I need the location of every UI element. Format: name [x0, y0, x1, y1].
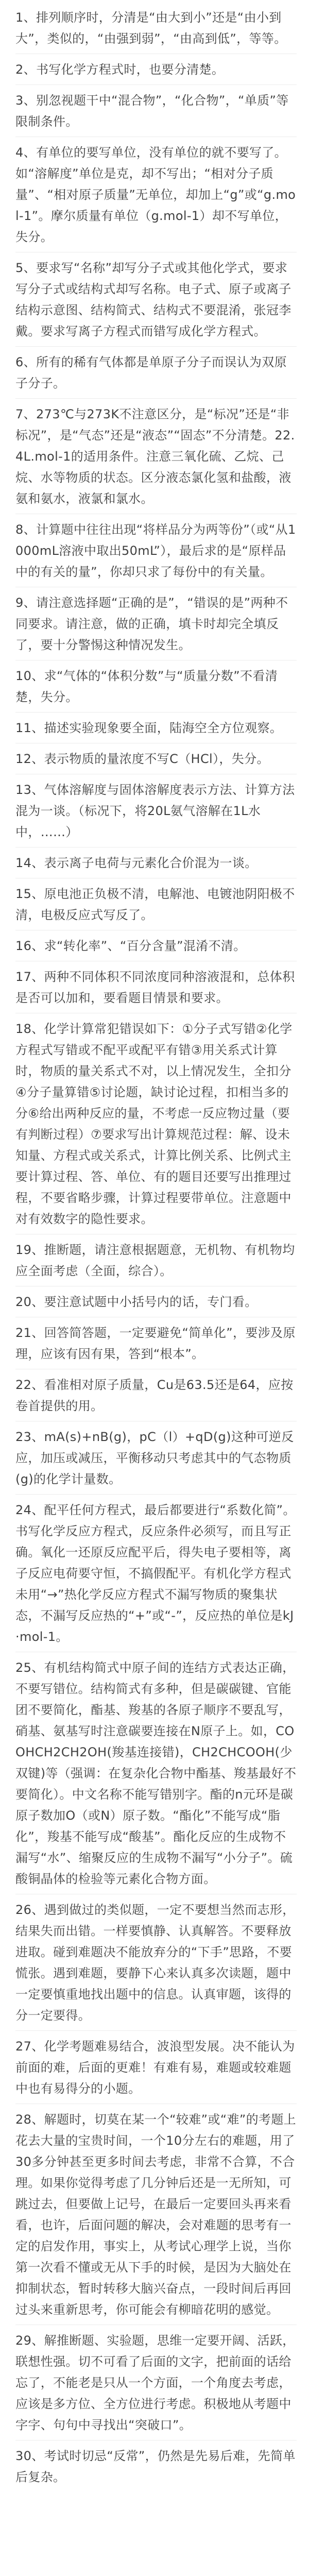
list-item — [15, 884, 297, 926]
item-text: 26、遇到做过的类似题，一定不要想当然而志形，结果失而出错。一样要慎静、认真解答。不要释放进取。碰到难题决不能放弃分的“下手”思路，不要慌张。遇到难题，要静下心来认真多次读题，题中一定要慎重地找出题中的信息。认真审题，该得的分一定要得。 — [15, 1903, 295, 2023]
list-item — [15, 853, 297, 874]
list-item — [15, 749, 297, 770]
list-item — [15, 666, 297, 708]
item-text: 2、书写化学方程式时，也要分清楚。 — [15, 62, 225, 77]
list-item — [15, 142, 297, 248]
divider — [15, 84, 297, 85]
list-item — [15, 718, 297, 739]
item-text: 7、273℃与273K不注意区分，是“标况”还是“非标况”，是“气态”还是“液态”“固态”不分清楚。22.4L.mol-1的适用条件。注意三氧化硫、乙烷、己烷、水等物质的状态。区分液态氯化氢和盐酸，液氨和氨水，液氯和氯水。 — [15, 407, 295, 506]
item-text: 14、表示离子电荷与元素化合价混为一谈。 — [15, 856, 258, 870]
list-item — [15, 779, 297, 843]
item-text: 25、有机结构简式中原子间的连结方式表达正确，不要写错位。结构简式有多种，但是碳碳键、官能团不要简化，酯基、羧基的各原子顺序不要乱写，硝基、氨基写时注意碳要连接在N原子上。如，COOHCH2CH2OH(羧基连接错)，CH2CHCOOH(少双键)等（强调：在复杂化合物中酯基、羧基最好不要简化）。中文名称不能写错别字。酯的n元环是碳原子数加O（或N）原子数。“酯化”不能写成“脂化”，羧基不能写成“酸基”。酯化反应的生成物不漏写“水”、缩聚反应的生成物不漏写“小分子”。硫酸铜晶体的检验等元素化合物方面。 — [15, 1660, 297, 1886]
item-text: 5、要求写“名称”却写分子式或其他化学式，要求写分子式或结构式却写名称。电子式、原子或离子结构示意图、结构简式、结构式不要混淆，张冠李戴。要求写离子方程式而错写成化学方程式。 — [15, 261, 291, 338]
divider — [15, 1494, 297, 1495]
item-text: 23、mA(s)+nB(g)，pC（l）+qD(g)这种可逆反应，加压或减压，平衡移动只考虑其中的气态物质(g)的化学计量数。 — [15, 1430, 294, 1486]
item-text: 6、所有的稀有气体都是单原子分子而误认为双原子分子。 — [15, 355, 287, 391]
item-text: 9、请注意选择题“正确的是”，“错误的是”两种不同要求。请注意，做的正确，填卡时却完全填反了，要十分警惕这种情况发生。 — [15, 596, 288, 652]
item-text: 15、原电池正负极不清，电解池、电镀池阴阳极不清，电极反应式写反了。 — [15, 887, 295, 922]
list-item — [15, 1900, 297, 2026]
list-item — [15, 592, 297, 656]
list-item — [15, 519, 297, 583]
item-text: 29、解推断题、实验题，思维一定要开阔、活跃，联想性强。切不可看了后面的文字，把前面的话给忘了，不能老是只从一个方面，一个角度去考虑，应该是多方位、全方位进行考虑。积极地从考题中字字、句句中寻找出“突破口”。 — [15, 2333, 295, 2432]
list-item — [15, 90, 297, 132]
item-text: 3、别忽视题干中“混合物”，“化合物”，“单质”等限制条件。 — [15, 93, 289, 129]
item-text: 28、解题时，切莫在某一个“较难”或“难”的考题上花去大量的宝贵时间，一个10分左右的难题，用了30多分钟甚至更多时间去考虑，非常不合算，不合理。如果你觉得考虑了几分钟后还是一无所知，可跳过去，但要做上记号，在最后一定要回头再来看看，也许，后面问题的解决，会对难题的思考有一定的启发作用，事实上，从考试心理学上说，当你第一次看不懂或无从下手的时候，是因为大脑处在抑制状态，暂时转移大脑兴奋点，一段时间后再回过头来重新思考，你可能会有柳暗花明的感觉。 — [15, 2112, 297, 2317]
list-item — [15, 1657, 297, 1890]
item-text: 11、描述实验现象要全面，陆海空全方位观察。 — [15, 721, 283, 735]
list-item — [15, 1375, 297, 1417]
item-text: 8、计算题中往往出现“将样品分为两等份”（或“从1000mL溶液中取出50mL”），最后求的是“原样品中的有关的量”，你却只求了每份中的有关量。 — [15, 522, 296, 579]
item-text: 18、化学计算常犯错误如下：①分子式写错②化学方程式写错或不配平或配平有错③用关系式计算时，物质的量关系式不对，以上情况发生，全扣分④分子量算错⑤讨论题，缺讨论过程，扣相当多的分⑥给出两种反应的量，不考虑一反应物过量（要有判断过程）⑦要求写出计算规范过程：解、设未知量、方程式或关系式，计算比例关系、比例式主要计算过程、答、单位、有的题目还要写出推理过程，不要省略步骤，计算过程要带单位。注意题中对有效数字的隐性要求。 — [15, 1022, 293, 1226]
list-item — [15, 1240, 297, 1282]
item-text: 10、求“气体的“体积分数”与“质量分数”不看清楚，失分。 — [15, 669, 278, 704]
list-item — [15, 1292, 297, 1313]
list-item — [15, 2330, 297, 2436]
list-item — [15, 2036, 297, 2099]
list-item — [15, 59, 297, 80]
item-text: 17、两种不同体积不同浓度同种溶液混和，总体积是否可以加和，要看题目情景和要求。 — [15, 970, 295, 1005]
list-item — [15, 1500, 297, 1648]
divider — [15, 847, 297, 848]
list-item — [15, 1323, 297, 1365]
list-item — [15, 2446, 297, 2488]
list-item — [15, 2109, 297, 2320]
divider — [15, 2030, 297, 2031]
list-item — [15, 404, 297, 510]
list-item — [15, 258, 297, 342]
item-text: 27、化学考题难易结合，波浪型发展。决不能认为前面的难，后面的更难！有难有易，难题或较难题中也有易得分的小题。 — [15, 2039, 295, 2096]
item-text: 22、看准相对原子质量，Cu是63.5还是64，应按卷首提供的用。 — [15, 1378, 294, 1413]
item-text: 24、配平任何方程式，最后都要进行“系数化简”。书写化学反应方程式，反应条件必须写，而且写正确。氧化一还原反应配平后，得失电子要相等，离子反应电荷要守恒，不搞假配平。有机化学方程式未用“→”热化学反应方程式不漏写物质的聚集状态，不漏写反应热的“+”或“-”，反应热的单位是kJ·mol-1。 — [15, 1503, 296, 1644]
item-text: 12、表示物质的量浓度不写C（HCl），失分。 — [15, 752, 269, 766]
divider — [15, 398, 297, 399]
list-item — [15, 1019, 297, 1230]
list-item — [15, 1427, 297, 1490]
divider — [15, 712, 297, 713]
list-item — [15, 967, 297, 1009]
item-text: 21、回答简答题，一定要避免“简单化”，要涉及原理，应该有因有果，答到“根本”。 — [15, 1326, 296, 1361]
list-item — [15, 936, 297, 957]
divider — [15, 346, 297, 347]
item-text: 16、求“转化率”、“百分含量”混淆不清。 — [15, 939, 246, 953]
divider — [15, 2440, 297, 2441]
item-text: 4、有单位的要写单位，没有单位的就不要写了。如“溶解度”单位是克，却不写出；“相对分子质量”、“相对原子质量”无单位，却加上“g”或“g.mol-1”。摩尔质量有单位（g.mol-1）却不写单位，失分。 — [15, 145, 296, 244]
item-text: 13、气体溶解度与固体溶解度表示方法、计算方法混为一谈。（标况下，将20L氨气溶解在1L水中，……） — [15, 783, 295, 839]
item-text: 1、排列顺序时，分清是“由大到小”还是“由小到大”，类似的，“由强到弱”，“由高到低”，等等。 — [15, 10, 287, 46]
item-text: 20、要注意试题中小括号内的话，专门看。 — [15, 1295, 258, 1309]
item-text: 30、考试时切忌“反常”，仍然是先易后难，先简单后复杂。 — [15, 2449, 296, 2484]
item-text: 19、推断题，请注意根据题意，无机物、有机物均应全面考虑（全面，综合）。 — [15, 1243, 295, 1278]
list-item — [15, 7, 297, 49]
list-item — [15, 352, 297, 394]
